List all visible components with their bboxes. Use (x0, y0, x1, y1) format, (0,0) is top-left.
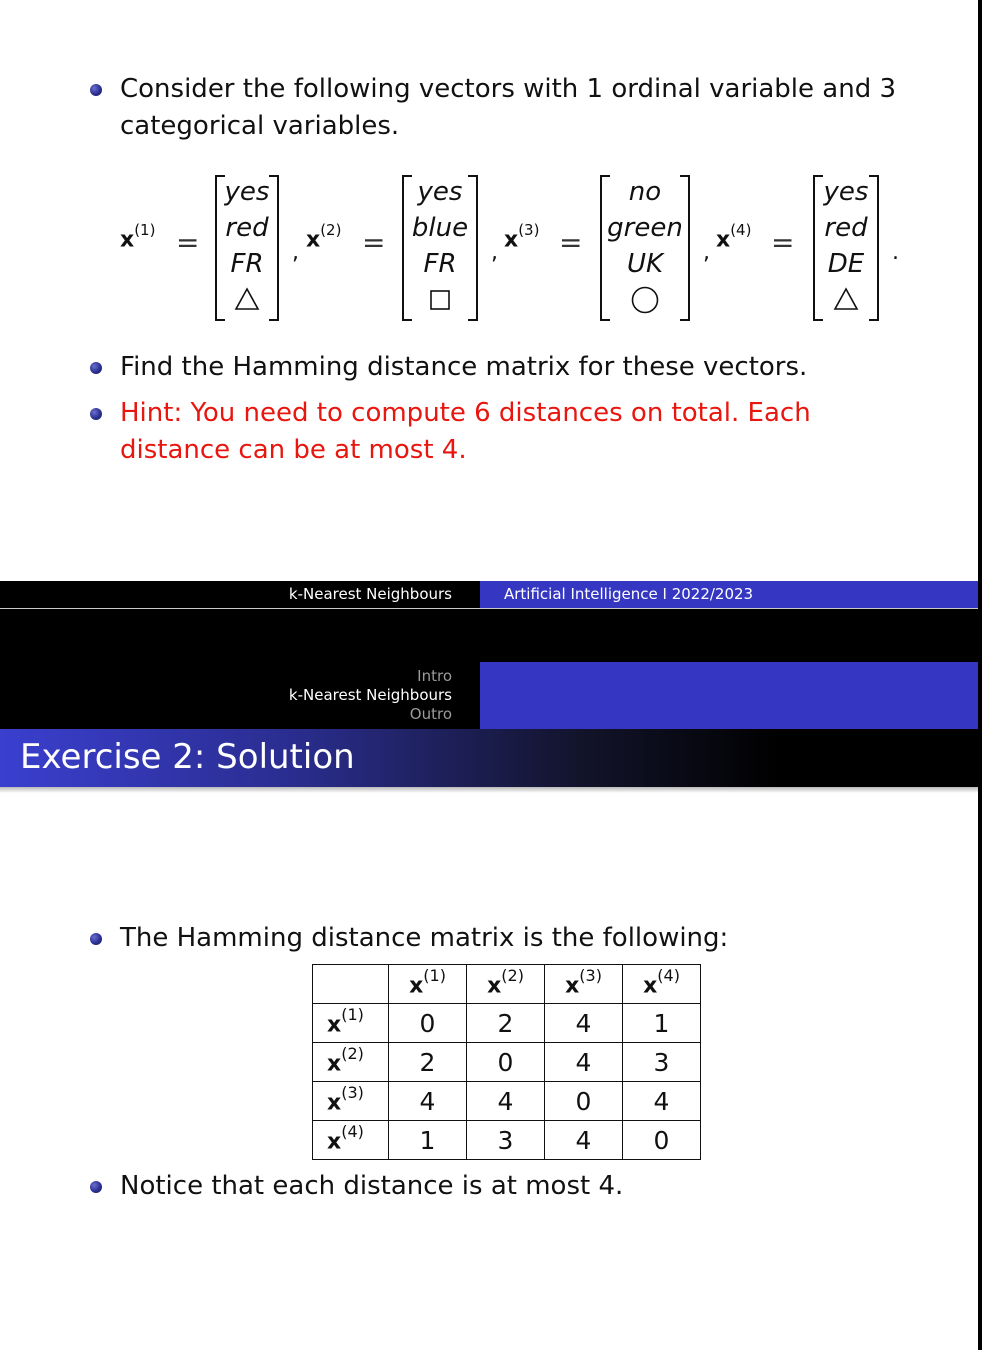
triangle-icon (833, 287, 859, 311)
footer-section-title: k-Nearest Neighbours (288, 585, 452, 603)
bullet-text-hint: Hint: You need to compute 6 distances on total. Each distance can be at most 4. (120, 398, 811, 465)
table-cell: 2 (467, 1004, 545, 1043)
column-header: $x^{(1)}$ (389, 965, 467, 1004)
table-cell: 0 (545, 1082, 623, 1121)
column-vector: yes red DE (813, 175, 879, 321)
table-header-row (313, 965, 701, 1004)
equals-sign: = (362, 226, 386, 259)
row-header: $x^{(3)}$ (313, 1082, 389, 1121)
bullet-icon (90, 362, 102, 374)
table-row (313, 1082, 701, 1121)
triangle-icon (234, 287, 260, 311)
table-cell: 0 (623, 1121, 701, 1160)
hamming-distance-table (312, 964, 701, 1160)
column-header: $x^{(3)}$ (545, 965, 623, 1004)
bullet-text-note: Notice that each distance is at most 4. (120, 1171, 624, 1201)
bullet-icon (90, 1181, 102, 1193)
vector-label: $x^{(1)}$ (120, 221, 156, 253)
column-header: $x^{(4)}$ (623, 965, 701, 1004)
column-vector: yes blue FR (402, 175, 478, 321)
window-edge (978, 0, 982, 1350)
footer-course-title: Artificial Intelligence I 2022/2023 (504, 585, 754, 603)
column-vector: yes red FR (215, 175, 279, 321)
nav-item-intro[interactable]: Intro (417, 667, 452, 685)
square-icon (429, 289, 451, 311)
table-cell: 4 (389, 1082, 467, 1121)
vector-label: $x^{(3)}$ (504, 221, 540, 253)
bullet-text-find: Find the Hamming distance matrix for these vectors. (120, 352, 808, 382)
column-vector: no green UK (600, 175, 690, 321)
vector-label: $x^{(4)}$ (716, 221, 752, 253)
table-corner-cell (313, 965, 389, 1004)
table-cell: 4 (467, 1082, 545, 1121)
slide-gap (0, 609, 978, 662)
title-bar (0, 729, 978, 787)
equals-sign: = (771, 226, 795, 259)
row-header: $x^{(4)}$ (313, 1121, 389, 1160)
bullet-icon (90, 84, 102, 96)
slide-title: Exercise 2: Solution (20, 737, 355, 777)
bullet-icon (90, 408, 102, 420)
nav-item-knn[interactable]: k-Nearest Neighbours (288, 686, 452, 704)
row-header: $x^{(2)}$ (313, 1043, 389, 1082)
nav-item-outro[interactable]: Outro (409, 705, 452, 723)
bullet-icon (90, 933, 102, 945)
footer-bar (0, 581, 978, 609)
table-row (313, 1004, 701, 1043)
table-cell: 1 (623, 1004, 701, 1043)
row-header: $x^{(1)}$ (313, 1004, 389, 1043)
equals-sign: = (176, 226, 200, 259)
vector-label: $x^{(2)}$ (306, 221, 342, 253)
table-cell: 4 (545, 1121, 623, 1160)
navigation-header (0, 662, 978, 729)
table-cell: 4 (623, 1082, 701, 1121)
table-cell: 0 (467, 1043, 545, 1082)
circle-icon (630, 285, 660, 315)
table-cell: 3 (623, 1043, 701, 1082)
table-row (313, 1121, 701, 1160)
table-cell: 4 (545, 1004, 623, 1043)
table-cell: 2 (389, 1043, 467, 1082)
table-cell: 4 (545, 1043, 623, 1082)
equals-sign: = (559, 226, 583, 259)
table-cell: 3 (467, 1121, 545, 1160)
table-cell: 0 (389, 1004, 467, 1043)
title-shadow (0, 787, 978, 793)
bullet-text-consider: Consider the following vectors with 1 ordinal variable and 3 categorical variables. (120, 74, 897, 141)
bullet-text-intro: The Hamming distance matrix is the following: (120, 923, 729, 953)
table-cell: 1 (389, 1121, 467, 1160)
column-header: $x^{(2)}$ (467, 965, 545, 1004)
table-row (313, 1043, 701, 1082)
